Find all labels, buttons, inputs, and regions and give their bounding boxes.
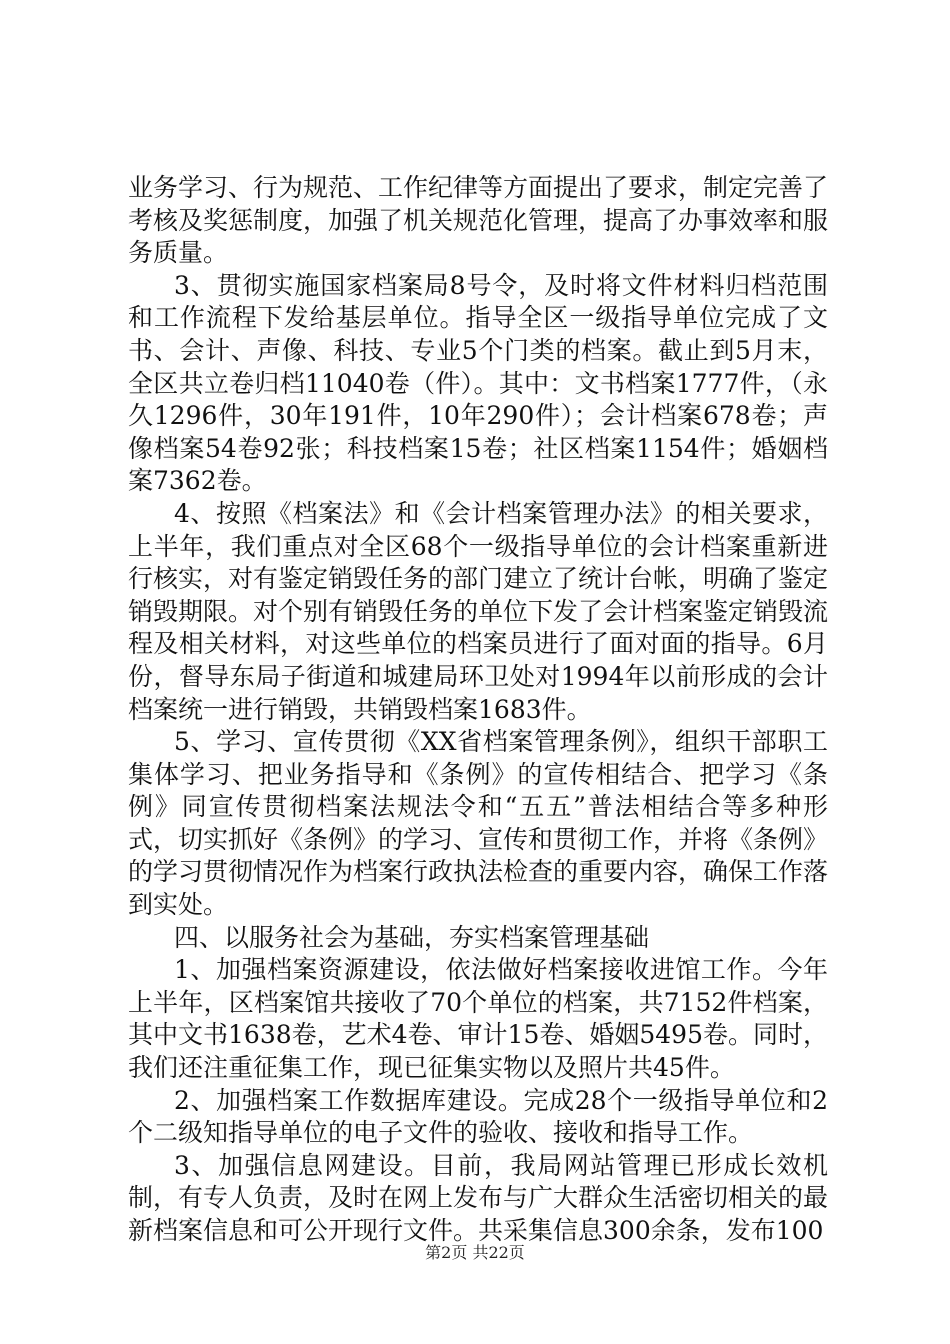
- paragraph-item-1-resources: 1、加强档案资源建设，依法做好档案接收进馆工作。今年上半年，区档案馆共接收了70个单位的档案，共7152件档案，其中文书1638卷，艺术4卷、审计15卷、婚姻5495卷。同时，我们还注重征集工作，现已征集实物以及照片共45件。: [128, 955, 828, 1083]
- section-heading-four: 四、以服务社会为基础，夯实档案管理基础: [174, 922, 650, 952]
- document-body: [128, 172, 828, 1248]
- paragraph-item-3-website: 3、加强信息网建设。目前，我局网站管理已形成长效机制，有专人负责，及时在网上发布与广大群众生活密切相关的最新档案信息和可公开现行文件。共采集信息300余条，发布100: [128, 1150, 829, 1245]
- paragraph-item-2-database: 2、加强档案工作数据库建设。完成28个一级指导单位和2个二级知指导单位的电子文件的验收、接收和指导工作。: [128, 1085, 828, 1148]
- paragraph-item-4-accounting-archives: 4、按照《档案法》和《会计档案管理办法》的相关要求，上半年，我们重点对全区68个一级指导单位的会计档案重新进行核实，对有鉴定销毁任务的部门建立了统计台帐，明确了鉴定销毁期限。对个别有销毁任务的单位下发了会计档案鉴定销毁流程及相关材料，对这些单位的档案员进行了面对面的指导。6月份，督导东局子街道和城建局环卫处对1994年以前形成的会计档案统一进行销毁，共销毁档案1683件。: [128, 498, 829, 724]
- page-number-footer: 第2页 共22页: [425, 1243, 525, 1262]
- paragraph-item-5-regulations: 5、学习、宣传贯彻《XX省档案管理条例》，组织干部职工集体学习、把业务指导和《条例》的宣传相结合、把学习《条例》同宣传贯彻档案法规法令和“五五”普法相结合等多种形式，切实抓好《条例》的学习、宣传和贯彻工作，并将《条例》的学习贯彻情况作为档案行政执法检查的重要内容，确保工作落到实处。: [128, 727, 829, 920]
- paragraph-item-3-archiving: 3、贯彻实施国家档案局8号令，及时将文件材料归档范围和工作流程下发给基层单位。指导全区一级指导单位完成了文书、会计、声像、科技、专业5个门类的档案。截止到5月末，全区共立卷归档11040卷（件）。其中：文书档案1777件，（永久1296件，30年191件，10年290件）；会计档案678卷；声像档案54卷92张；科技档案15卷；社区档案1154件；婚姻档案7362卷。: [128, 270, 828, 496]
- paragraph-continued: 业务学习、行为规范、工作纪律等方面提出了要求，制定完善了考核及奖惩制度，加强了机关规范化管理，提高了办事效率和服务质量。: [128, 173, 829, 268]
